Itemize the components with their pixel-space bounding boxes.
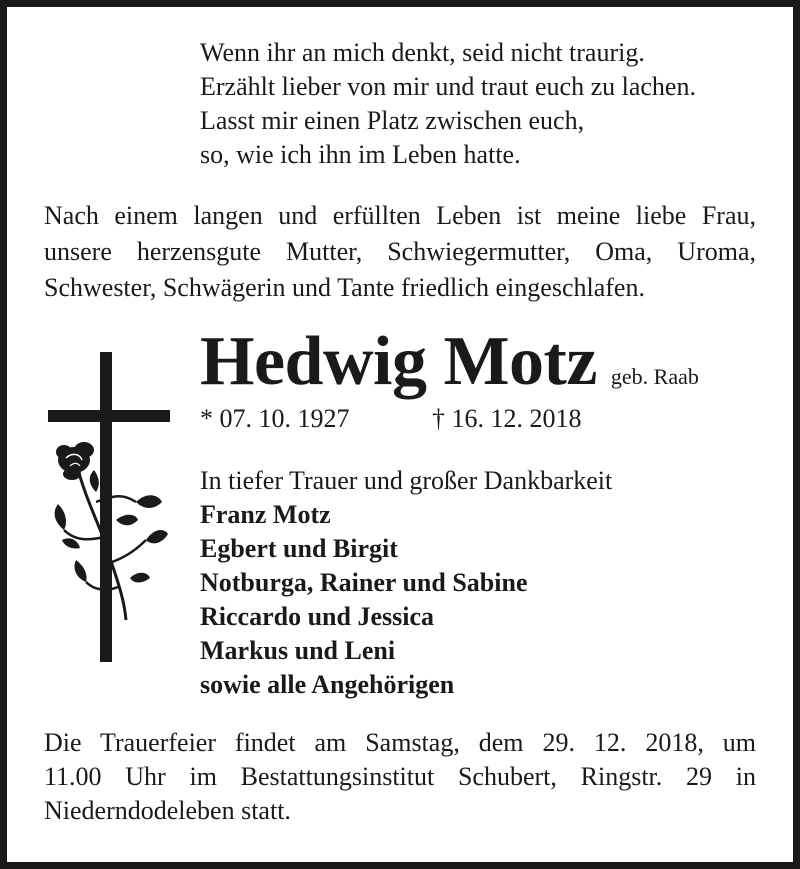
intro-line: Schwester, Schwägerin und Tante friedlich eingeschlafen. [44, 273, 645, 302]
poem [200, 36, 696, 172]
mourner-name: sowie alle Angehörigen [200, 670, 455, 699]
life-dates [200, 404, 582, 434]
mourner-name: Notburga, Rainer und Sabine [200, 568, 528, 597]
funeral-notice [44, 726, 756, 828]
mourners-list [200, 464, 612, 702]
deceased-name-line [200, 322, 699, 402]
intro-text [44, 198, 756, 306]
mourning-lead: In tiefer Trauer und großer Dankbarkeit [200, 466, 613, 495]
poem-line: Lasst mir einen Platz zwischen euch, [200, 106, 585, 135]
funeral-line: 11.00 Uhr im Bestattungsinstitut Schubert, Ringstr. 29 in [44, 762, 756, 791]
deceased-name: Hedwig Motz [200, 323, 597, 400]
cross-with-rose-icon [46, 352, 174, 669]
poem-line: Wenn ihr an mich denkt, seid nicht traurig. [200, 38, 645, 67]
intro-line: unsere herzensgute Mutter, Schwiegermutter, Oma, Uroma, [44, 237, 756, 266]
mourner-name: Egbert und Birgit [200, 534, 398, 563]
poem-line: Erzählt lieber von mir und traut euch zu lachen. [200, 72, 696, 101]
intro-line: Nach einem langen und erfüllten Leben ist meine liebe Frau, [44, 201, 756, 230]
birth-date: * 07. 10. 1927 [200, 404, 350, 433]
poem-line: so, wie ich ihn im Leben hatte. [200, 140, 521, 169]
maiden-name: geb. Raab [610, 364, 699, 389]
mourner-name: Riccardo und Jessica [200, 602, 434, 631]
mourner-name: Markus und Leni [200, 636, 396, 665]
mourner-name: Franz Motz [200, 500, 331, 529]
funeral-line: Niederndodeleben statt. [44, 796, 291, 825]
death-date: † 16. 12. 2018 [432, 404, 582, 433]
funeral-line: Die Trauerfeier findet am Samstag, dem 29. 12. 2018, um [44, 728, 756, 757]
